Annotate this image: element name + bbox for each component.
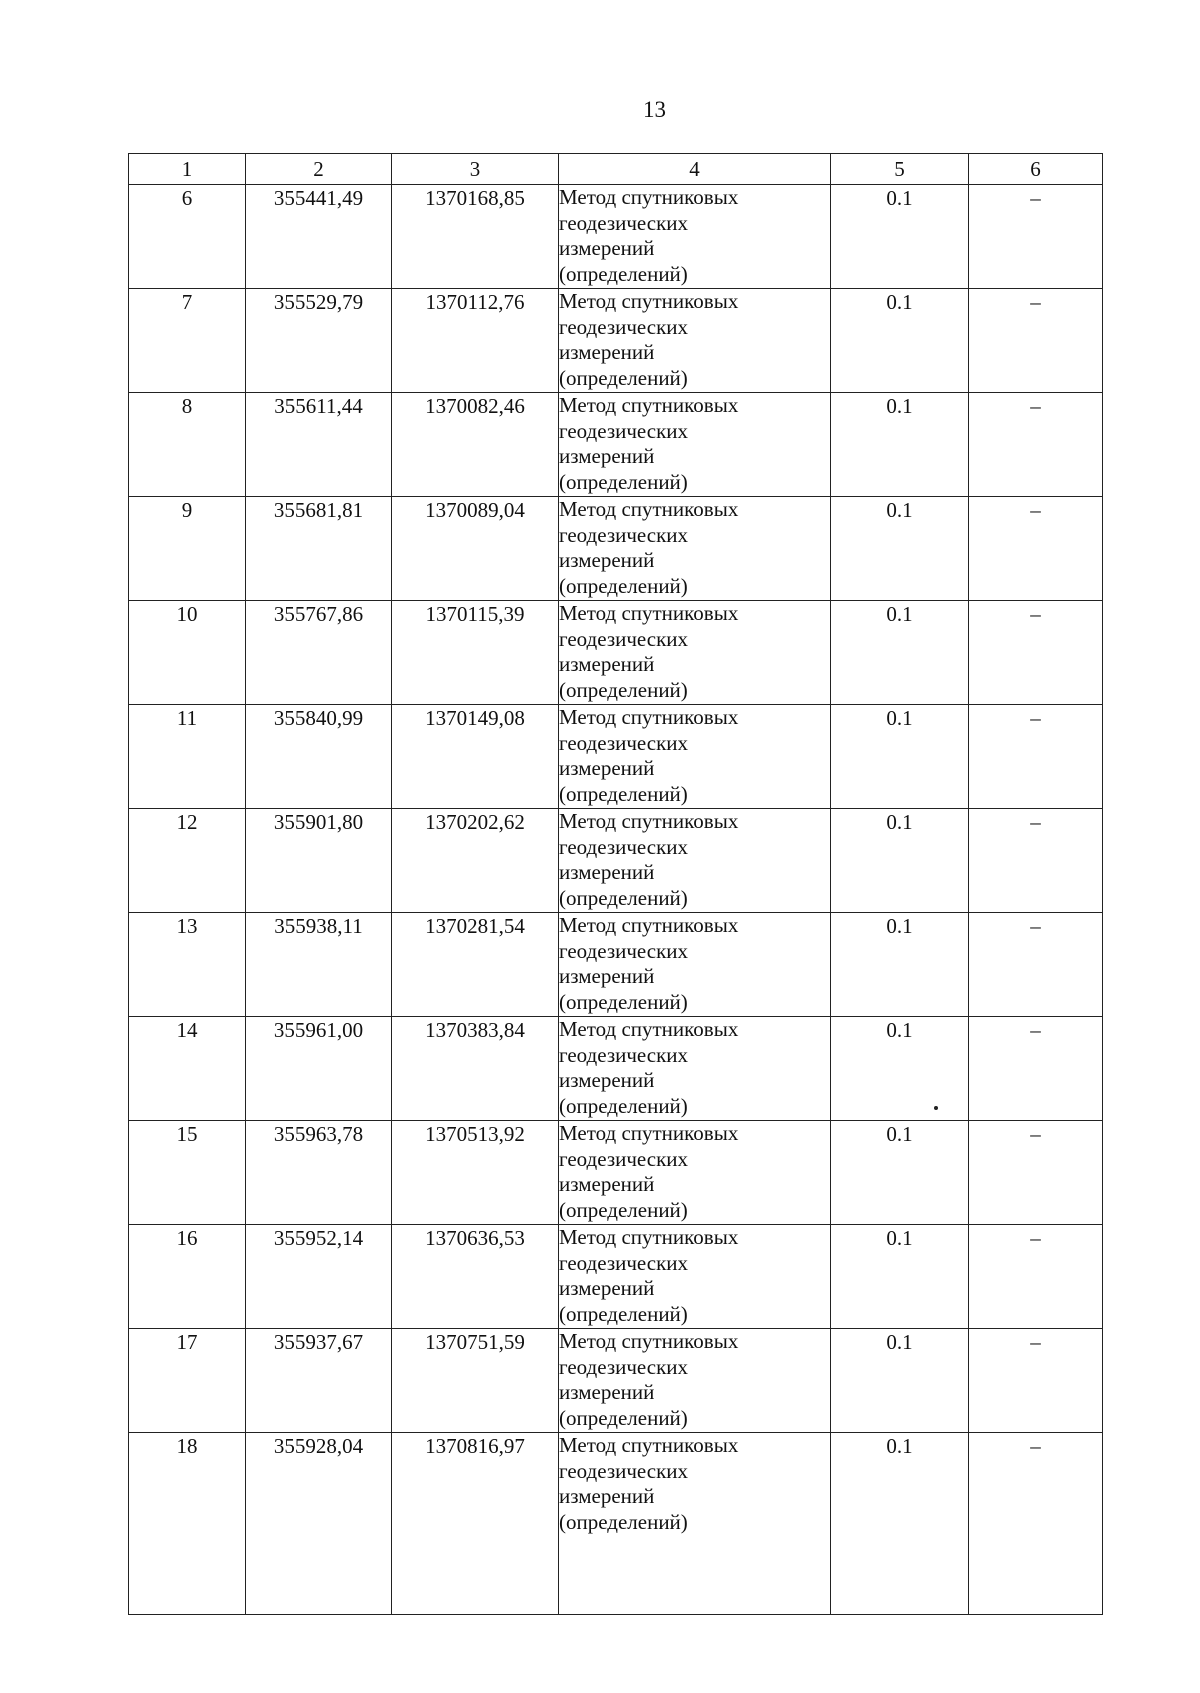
method-line: измерений <box>559 652 655 676</box>
precision-cell: 0.1 <box>831 393 969 497</box>
note-cell: – <box>969 913 1103 1017</box>
point-number-cell: 7 <box>129 289 246 393</box>
precision-cell: 0.1 <box>831 289 969 393</box>
x-coordinate-cell: 355963,78 <box>246 1121 392 1225</box>
y-coordinate-cell: 1370636,53 <box>392 1225 559 1329</box>
note-cell: – <box>969 1433 1103 1615</box>
column-header: 2 <box>246 154 392 185</box>
method-line: Метод спутниковых <box>559 185 739 209</box>
x-coordinate-cell: 355938,11 <box>246 913 392 1017</box>
method-cell <box>559 1017 831 1121</box>
note-cell: – <box>969 809 1103 913</box>
method-line: Метод спутниковых <box>559 393 739 417</box>
y-coordinate-cell: 1370168,85 <box>392 185 559 289</box>
method-line: измерений <box>559 964 655 988</box>
column-header: 3 <box>392 154 559 185</box>
point-number-cell: 8 <box>129 393 246 497</box>
method-line: измерений <box>559 236 655 260</box>
method-line: (определений) <box>559 1509 688 1534</box>
y-coordinate-cell: 1370513,92 <box>392 1121 559 1225</box>
method-cell <box>559 1433 831 1615</box>
table-row <box>129 1121 1103 1225</box>
method-line: (определений) <box>559 885 688 910</box>
y-coordinate-cell: 1370751,59 <box>392 1329 559 1433</box>
method-line: (определений) <box>559 1405 688 1430</box>
x-coordinate-cell: 355840,99 <box>246 705 392 809</box>
method-line: геодезических <box>559 730 689 755</box>
column-header: 6 <box>969 154 1103 185</box>
y-coordinate-cell: 1370202,62 <box>392 809 559 913</box>
note-cell: – <box>969 601 1103 705</box>
method-line: (определений) <box>559 261 688 286</box>
precision-cell: 0.1 <box>831 601 969 705</box>
method-line: Метод спутниковых <box>559 601 739 625</box>
x-coordinate-cell: 355961,00 <box>246 1017 392 1121</box>
coordinates-table <box>128 153 1103 1615</box>
table-row <box>129 289 1103 393</box>
method-line: Метод спутниковых <box>559 1121 739 1145</box>
y-coordinate-cell: 1370115,39 <box>392 601 559 705</box>
method-line: (определений) <box>559 1301 688 1326</box>
column-header: 4 <box>559 154 831 185</box>
table-row <box>129 1017 1103 1121</box>
x-coordinate-cell: 355529,79 <box>246 289 392 393</box>
point-number-cell: 17 <box>129 1329 246 1433</box>
point-number-cell: 13 <box>129 913 246 1017</box>
column-header: 1 <box>129 154 246 185</box>
precision-cell: 0.1 <box>831 809 969 913</box>
note-cell: – <box>969 1121 1103 1225</box>
method-line: измерений <box>559 1484 655 1508</box>
method-line: Метод спутниковых <box>559 1329 739 1353</box>
table-row <box>129 393 1103 497</box>
method-line: измерений <box>559 340 655 364</box>
precision-cell: 0.1 <box>831 497 969 601</box>
table-row <box>129 1433 1103 1615</box>
table-row <box>129 809 1103 913</box>
method-line: Метод спутниковых <box>559 1433 739 1457</box>
point-number-cell: 12 <box>129 809 246 913</box>
point-number-cell: 10 <box>129 601 246 705</box>
method-line: геодезических <box>559 210 689 235</box>
method-line: Метод спутниковых <box>559 497 739 521</box>
method-line: геодезических <box>559 314 689 339</box>
scan-speck <box>934 1106 938 1110</box>
method-line: Метод спутниковых <box>559 289 739 313</box>
method-line: (определений) <box>559 989 688 1014</box>
method-line: (определений) <box>559 469 688 494</box>
point-number-cell: 16 <box>129 1225 246 1329</box>
note-cell: – <box>969 497 1103 601</box>
point-number-cell: 9 <box>129 497 246 601</box>
method-cell <box>559 1225 831 1329</box>
method-cell <box>559 1121 831 1225</box>
method-line: Метод спутниковых <box>559 913 739 937</box>
method-line: Метод спутниковых <box>559 809 739 833</box>
note-cell: – <box>969 393 1103 497</box>
precision-cell: 0.1 <box>831 705 969 809</box>
x-coordinate-cell: 355937,67 <box>246 1329 392 1433</box>
method-cell <box>559 185 831 289</box>
table-row <box>129 705 1103 809</box>
note-cell: – <box>969 289 1103 393</box>
method-line: измерений <box>559 1276 655 1300</box>
method-line: (определений) <box>559 573 688 598</box>
method-line: (определений) <box>559 781 688 806</box>
method-line: (определений) <box>559 1093 688 1118</box>
y-coordinate-cell: 1370383,84 <box>392 1017 559 1121</box>
method-line: измерений <box>559 860 655 884</box>
method-cell <box>559 913 831 1017</box>
table-row <box>129 497 1103 601</box>
note-cell: – <box>969 185 1103 289</box>
method-line: (определений) <box>559 1197 688 1222</box>
note-cell: – <box>969 705 1103 809</box>
precision-cell: 0.1 <box>831 913 969 1017</box>
note-cell: – <box>969 1017 1103 1121</box>
y-coordinate-cell: 1370089,04 <box>392 497 559 601</box>
method-cell <box>559 1329 831 1433</box>
method-line: (определений) <box>559 677 688 702</box>
point-number-cell: 15 <box>129 1121 246 1225</box>
page-number: 13 <box>643 97 666 122</box>
y-coordinate-cell: 1370082,46 <box>392 393 559 497</box>
method-line: измерений <box>559 444 655 468</box>
point-number-cell: 11 <box>129 705 246 809</box>
point-number-cell: 18 <box>129 1433 246 1615</box>
method-line: геодезических <box>559 1042 689 1067</box>
method-line: геодезических <box>559 1354 689 1379</box>
table-row <box>129 1329 1103 1433</box>
method-line: геодезических <box>559 938 689 963</box>
method-line: измерений <box>559 1172 655 1196</box>
method-cell <box>559 705 831 809</box>
method-cell <box>559 289 831 393</box>
method-cell <box>559 601 831 705</box>
x-coordinate-cell: 355901,80 <box>246 809 392 913</box>
note-cell: – <box>969 1329 1103 1433</box>
precision-cell: 0.1 <box>831 185 969 289</box>
method-cell <box>559 809 831 913</box>
x-coordinate-cell: 355611,44 <box>246 393 392 497</box>
method-line: измерений <box>559 1068 655 1092</box>
table-row <box>129 913 1103 1017</box>
point-number-cell: 14 <box>129 1017 246 1121</box>
method-line: геодезических <box>559 1146 689 1171</box>
x-coordinate-cell: 355767,86 <box>246 601 392 705</box>
y-coordinate-cell: 1370816,97 <box>392 1433 559 1615</box>
y-coordinate-cell: 1370149,08 <box>392 705 559 809</box>
table-header-row <box>129 154 1103 185</box>
x-coordinate-cell: 355681,81 <box>246 497 392 601</box>
column-header: 5 <box>831 154 969 185</box>
method-line: геодезических <box>559 626 689 651</box>
table-row <box>129 1225 1103 1329</box>
precision-cell: 0.1 <box>831 1121 969 1225</box>
y-coordinate-cell: 1370112,76 <box>392 289 559 393</box>
point-number-cell: 6 <box>129 185 246 289</box>
method-line: Метод спутниковых <box>559 705 739 729</box>
method-line: геодезических <box>559 1458 689 1483</box>
method-cell <box>559 393 831 497</box>
method-line: измерений <box>559 1380 655 1404</box>
method-line: геодезических <box>559 522 689 547</box>
note-cell: – <box>969 1225 1103 1329</box>
method-cell <box>559 497 831 601</box>
method-line: Метод спутниковых <box>559 1017 739 1041</box>
precision-cell: 0.1 <box>831 1329 969 1433</box>
x-coordinate-cell: 355952,14 <box>246 1225 392 1329</box>
method-line: измерений <box>559 548 655 572</box>
method-line: геодезических <box>559 1250 689 1275</box>
method-line: (определений) <box>559 365 688 390</box>
y-coordinate-cell: 1370281,54 <box>392 913 559 1017</box>
precision-cell: 0.1 <box>831 1225 969 1329</box>
method-line: измерений <box>559 756 655 780</box>
table-row <box>129 185 1103 289</box>
method-line: Метод спутниковых <box>559 1225 739 1249</box>
x-coordinate-cell: 355928,04 <box>246 1433 392 1615</box>
precision-cell: 0.1 <box>831 1017 969 1121</box>
x-coordinate-cell: 355441,49 <box>246 185 392 289</box>
method-line: геодезических <box>559 834 689 859</box>
table-row <box>129 601 1103 705</box>
precision-cell: 0.1 <box>831 1433 969 1615</box>
method-line: геодезических <box>559 418 689 443</box>
